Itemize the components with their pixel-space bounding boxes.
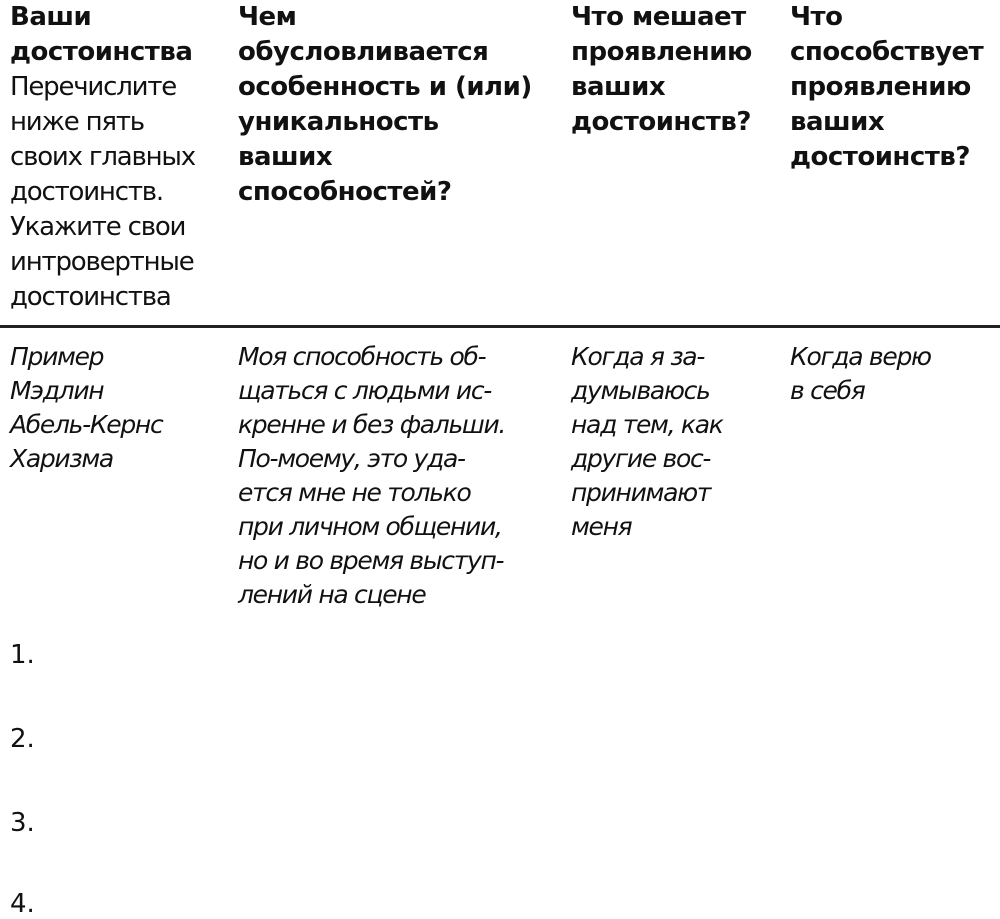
example-support: Когда верю в себя xyxy=(790,342,931,405)
column-strengths-header xyxy=(10,0,232,315)
column-obstacles-header xyxy=(571,0,783,140)
row-number-1: 1. xyxy=(10,640,35,670)
strengths-instruction: Перечислите ниже пять своих главных достоинств. Укажите свои интровертные достоинства xyxy=(10,72,195,312)
header-divider xyxy=(0,325,1000,328)
obstacles-title: Что мешает проявлению ваших достоинств? xyxy=(571,2,752,137)
strengths-title: Ваши достоинства xyxy=(10,2,193,67)
example-obstacle: Когда я за- думываюсь над тем, как другие вос- принимают меня xyxy=(571,342,723,541)
uniqueness-title: Чем обусловливается особенность и (или) уникальность ваших способностей? xyxy=(238,2,532,207)
row-number-2: 2. xyxy=(10,724,35,754)
example-strength: Пример Мэдлин Абель-Кернс Харизма xyxy=(10,342,163,473)
example-uniqueness: Моя способность об- щаться с людьми ис- кренне и без фальши. По-моему, это уда- ется мне не только при личном общении, но и во время выступ- лений на сцене xyxy=(238,342,506,609)
column-uniqueness-header xyxy=(238,0,564,210)
row-number-3: 3. xyxy=(10,808,35,838)
supports-title: Что способствует проявлению ваших достоинств? xyxy=(790,2,984,172)
row-number-4: 4. xyxy=(10,889,35,919)
column-supports-header xyxy=(790,0,1000,175)
